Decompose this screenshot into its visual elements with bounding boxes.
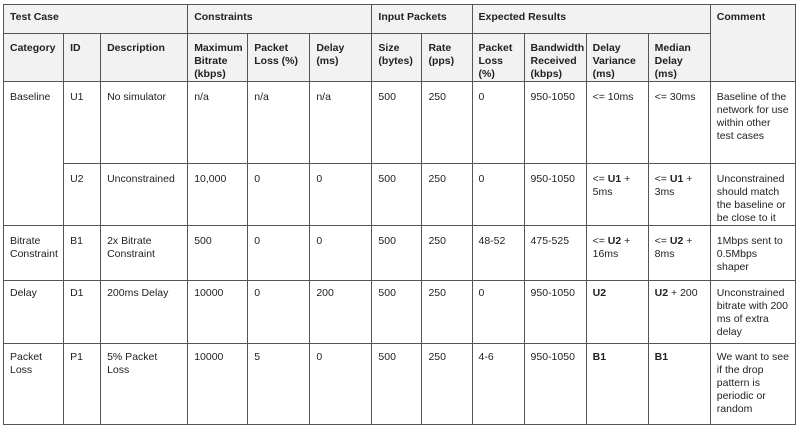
comment-cell: We want to see if the drop pattern is periodic or random (710, 344, 795, 425)
delay-variance-prefix: <= (592, 235, 608, 247)
delay-cell: 0 (310, 344, 372, 425)
median-delay-suffix: + 8ms (654, 235, 693, 260)
id-cell: P1 (64, 344, 101, 425)
packet-loss-cell: 5 (248, 344, 310, 425)
delay-variance-ref: U2 (607, 235, 622, 247)
delay-variance-header: Delay Variance (ms) (586, 34, 648, 82)
median-delay-ref: U2 (669, 235, 684, 247)
constraints-group-header: Constraints (188, 5, 372, 34)
delay-variance-cell (586, 82, 648, 164)
median-delay-cell (648, 164, 710, 226)
expected-results-group-header: Expected Results (472, 5, 710, 34)
table-row (4, 344, 796, 425)
category-header: Category (4, 34, 64, 82)
input-packets-group-header: Input Packets (372, 5, 472, 34)
description-header: Description (101, 34, 188, 82)
id-cell: U1 (64, 82, 101, 164)
delay-header: Delay (ms) (310, 34, 372, 82)
packet-loss-cell: n/a (248, 82, 310, 164)
description-cell: 200ms Delay (101, 281, 188, 344)
size-cell: 500 (372, 281, 422, 344)
size-cell: 500 (372, 226, 422, 281)
median-delay-ref: U2 (654, 287, 669, 299)
delay-variance-prefix: <= 10ms (592, 91, 634, 103)
comment-header: Comment (710, 5, 795, 82)
table-row (4, 82, 796, 164)
median-delay-ref: U1 (669, 173, 684, 185)
expected-packet-loss-cell: 4-6 (472, 344, 524, 425)
table-row (4, 164, 796, 226)
median-delay-prefix: <= 30ms (654, 91, 696, 103)
max-bitrate-cell: 10,000 (188, 164, 248, 226)
delay-variance-cell (586, 344, 648, 425)
table-row (4, 281, 796, 344)
max-bitrate-cell: 500 (188, 226, 248, 281)
rate-cell: 250 (422, 164, 472, 226)
category-cell: Bitrate Constraint (4, 226, 64, 281)
rate-cell: 250 (422, 281, 472, 344)
test-case-table (3, 4, 796, 425)
median-delay-header: Median Delay (ms) (648, 34, 710, 82)
max-bitrate-cell: n/a (188, 82, 248, 164)
max-bitrate-cell: 10000 (188, 344, 248, 425)
expected-packet-loss-cell: 0 (472, 164, 524, 226)
size-header: Size (bytes) (372, 34, 422, 82)
median-delay-suffix: + 200 (668, 287, 698, 299)
packet-loss-header: Packet Loss (%) (248, 34, 310, 82)
delay-variance-ref: B1 (592, 351, 607, 363)
delay-cell: 200 (310, 281, 372, 344)
comment-cell: Unconstrained bitrate with 200 ms of extra delay (710, 281, 795, 344)
median-delay-cell (648, 82, 710, 164)
delay-cell: n/a (310, 82, 372, 164)
rate-cell: 250 (422, 344, 472, 425)
bandwidth-cell: 950-1050 (524, 164, 586, 226)
delay-variance-cell (586, 226, 648, 281)
delay-variance-prefix: <= (592, 173, 608, 185)
comment-cell: Unconstrained should match the baseline or be close to it (710, 164, 795, 226)
delay-variance-cell (586, 164, 648, 226)
expected-packet-loss-cell: 48-52 (472, 226, 524, 281)
comment-cell: Baseline of the network for use within other test cases (710, 82, 795, 164)
category-cell: Packet Loss (4, 344, 64, 425)
description-cell: 2x Bitrate Constraint (101, 226, 188, 281)
table-row (4, 226, 796, 281)
bandwidth-cell: 475-525 (524, 226, 586, 281)
comment-cell: 1Mbps sent to 0.5Mbps shaper (710, 226, 795, 281)
median-delay-prefix: <= (654, 173, 670, 185)
delay-cell: 0 (310, 164, 372, 226)
id-cell: B1 (64, 226, 101, 281)
median-delay-ref: B1 (654, 351, 669, 363)
median-delay-cell (648, 344, 710, 425)
max-bitrate-cell: 10000 (188, 281, 248, 344)
rate-cell: 250 (422, 82, 472, 164)
expected-packet-loss-header: Packet Loss (%) (472, 34, 524, 82)
delay-variance-suffix: + 16ms (592, 235, 631, 260)
rate-header: Rate (pps) (422, 34, 472, 82)
delay-cell: 0 (310, 226, 372, 281)
id-cell: U2 (64, 164, 101, 226)
median-delay-cell (648, 226, 710, 281)
bandwidth-header: Bandwidth Received (kbps) (524, 34, 586, 82)
expected-packet-loss-cell: 0 (472, 82, 524, 164)
packet-loss-cell: 0 (248, 281, 310, 344)
expected-packet-loss-cell: 0 (472, 281, 524, 344)
max-bitrate-header: Maximum Bitrate (kbps) (188, 34, 248, 82)
description-cell: Unconstrained (101, 164, 188, 226)
size-cell: 500 (372, 164, 422, 226)
delay-variance-ref: U2 (592, 287, 607, 299)
delay-variance-ref: U1 (607, 173, 622, 185)
packet-loss-cell: 0 (248, 164, 310, 226)
category-cell: Delay (4, 281, 64, 344)
delay-variance-suffix: + 5ms (592, 173, 631, 198)
median-delay-suffix: + 3ms (654, 173, 693, 198)
packet-loss-cell: 0 (248, 226, 310, 281)
median-delay-cell (648, 281, 710, 344)
size-cell: 500 (372, 344, 422, 425)
rate-cell: 250 (422, 226, 472, 281)
category-cell: Baseline (4, 82, 64, 226)
id-header: ID (64, 34, 101, 82)
bandwidth-cell: 950-1050 (524, 82, 586, 164)
delay-variance-cell (586, 281, 648, 344)
bandwidth-cell: 950-1050 (524, 281, 586, 344)
median-delay-prefix: <= (654, 235, 670, 247)
description-cell: No simulator (101, 82, 188, 164)
description-cell: 5% Packet Loss (101, 344, 188, 425)
test-case-group-header: Test Case (4, 5, 188, 34)
bandwidth-cell: 950-1050 (524, 344, 586, 425)
id-cell: D1 (64, 281, 101, 344)
size-cell: 500 (372, 82, 422, 164)
